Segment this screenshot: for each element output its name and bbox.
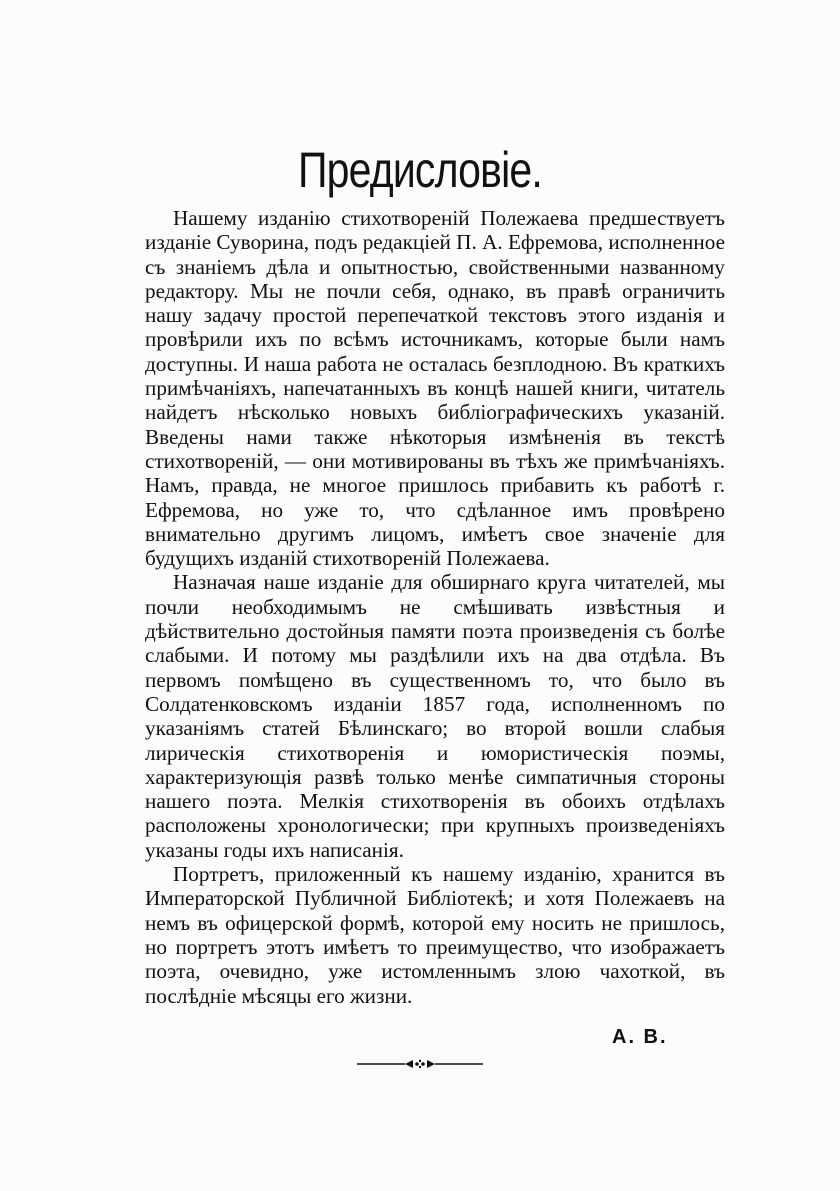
paragraph-3: Портретъ, приложенный къ нашему изданію, хранится въ Императорской Публичной Библіотекѣ; и хотя Полежаевъ на немъ въ офицерской формѣ, которой ему носить не пришлось, но портретъ этотъ имѣетъ то преимущество, что изображаетъ поэта, очевидно, уже истомленнымъ злою чахоткой, въ послѣдніе мѣсяцы его жизни.	[145, 862, 725, 1008]
author-signature: А. В.	[612, 1026, 668, 1048]
preface-body	[145, 206, 725, 1008]
page-title: Предисловіе.	[298, 142, 542, 198]
paragraph-2: Назначая наше изданіе для обширнаго круга читателей, мы почли необходимымъ не смѣшивать извѣстныя и дѣйствительно достойныя памяти поэта произведенія съ болѣе слабыми. И потому мы раздѣлили ихъ на два отдѣла. Въ первомъ помѣщено въ существенномъ то, что было въ Солдатенковскомъ изданіи 1857 года, исполненномъ по указаніямъ статей Бѣлинскаго; во второй вошли слабыя лирическія стихотворенія и юмористическія поэмы, характеризующія развѣ только менѣе симпатичныя стороны нашего поэта. Мелкія стихотворенія въ обоихъ отдѣлахъ расположены хронологически; при крупныхъ произведеніяхъ указаны годы ихъ написанія.	[145, 570, 725, 862]
ornament-divider-icon	[355, 1052, 485, 1076]
paragraph-1: Нашему изданію стихотвореній Полежаева предшествуетъ изданіе Суворина, подъ редакціей П. А. Ефремова, исполненное съ знаніемъ дѣла и опытностью, свойственными названному редактору. Мы не почли себя, однако, въ правѣ ограничить нашу задачу простой перепечаткой текстовъ этого изданія и провѣрили ихъ по всѣмъ источникамъ, которые были намъ доступны. И наша работа не осталась безплодною. Въ краткихъ примѣчаніяхъ, напечатанныхъ въ концѣ нашей книги, читатель найдетъ нѣсколько новыхъ библіографическихъ указаній. Введены нами также нѣкоторыя измѣненія въ текстѣ стихотвореній, — они мотивированы въ тѣхъ же примѣчаніяхъ. Намъ, правда, не многое пришлось прибавить къ работѣ г. Ефремова, но уже то, что сдѣланное имъ провѣрено внимательно другимъ лицомъ, имѣетъ свое значеніе для будущихъ изданій стихотвореній Полежаева.	[145, 206, 725, 571]
